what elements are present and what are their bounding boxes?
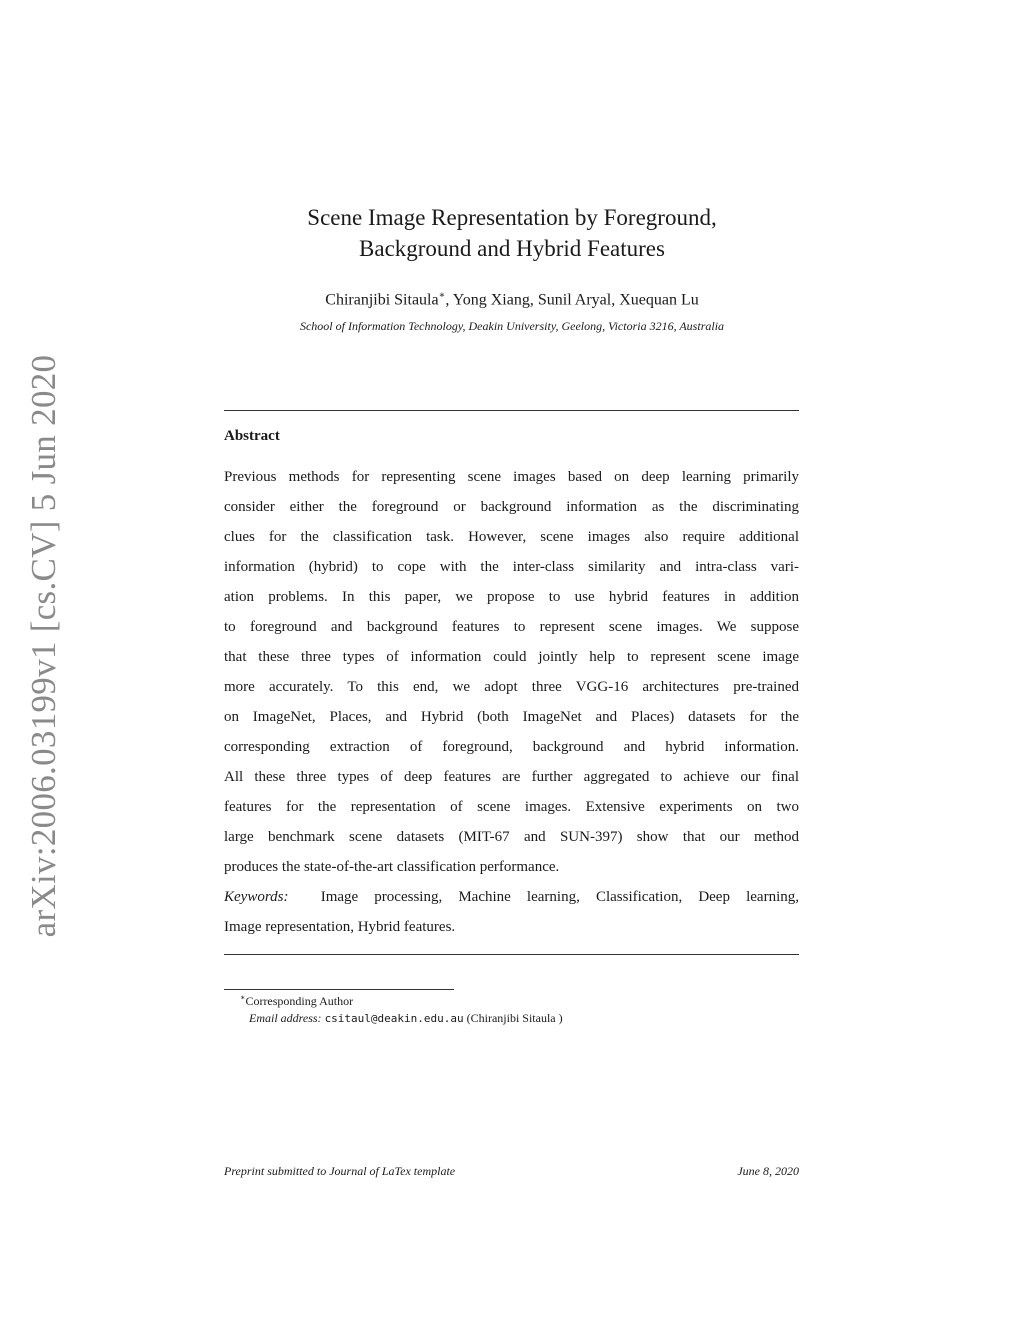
abstract-line: ation problems. In this paper, we propose to use hybrid features in addition [224,589,799,605]
email-address-link[interactable]: csitaul@deakin.edu.au [324,1012,464,1025]
abstract-line: Previous methods for representing scene images based on deep learning primarily [224,469,799,485]
preprint-date: June 8, 2020 [737,1164,799,1178]
abstract-line: consider either the foreground or background information as the discriminating [224,499,799,515]
footnote-corresponding [240,993,353,1009]
corresponding-author-label: Corresponding Author [245,994,354,1008]
abstract-line: features for the representation of scene images. Extensive experiments on two [224,799,799,815]
abstract-line: on ImageNet, Places, and Hybrid (both ImageNet and Places) datasets for the [224,709,799,725]
abstract-line: clues for the classification task. However, scene images also require additional [224,529,799,545]
abstract-line: large benchmark scene datasets (MIT-67 and SUN-397) show that our method [224,829,799,845]
abstract-heading: Abstract [224,428,280,444]
abstract-line: corresponding extraction of foreground, background and hybrid information. [224,739,799,755]
footnote-rule [224,989,454,990]
affiliation: School of Information Technology, Deakin University, Geelong, Victoria 3216, Australia [299,319,725,333]
arxiv-identifier-stamp: arXiv:2006.03199v1 [cs.CV] 5 Jun 2020 [24,354,63,938]
first-author: Chiranjibi Sitaula [325,291,439,309]
author-list [0,290,1024,309]
abstract-line: more accurately. To this end, we adopt three VGG-16 architectures pre-trained [224,679,799,695]
keywords-line-2: Image representation, Hybrid features. [224,919,456,935]
abstract-line: All these three types of deep features are further aggregated to achieve our final [224,769,799,785]
keywords-text: Image processing, Machine learning, Classification, Deep learning, [320,889,799,905]
footnote-mark: ∗ [240,993,246,1002]
email-owner: (Chiranjibi Sitaula ) [466,1011,563,1025]
abstract-line: information (hybrid) to cope with the inter-class similarity and intra-class vari- [224,559,799,575]
abstract-body [224,462,799,942]
abstract-line: to foreground and background features to represent scene images. We suppose [224,619,799,635]
abstract-bottom-rule [224,954,799,955]
abstract-line: produces the state-of-the-art classification performance. [224,859,560,875]
abstract-line: that these three types of information could jointly help to represent scene image [224,649,799,665]
keywords-label: Keywords: [224,889,289,905]
abstract-top-rule [224,410,799,411]
footnote-email [249,1011,563,1026]
title-line-2: Background and Hybrid Features [359,236,665,261]
other-authors: , Yong Xiang, Sunil Aryal, Xuequan Lu [445,291,699,309]
paper-title [0,202,1024,264]
title-line-1: Scene Image Representation by Foreground, [307,205,717,230]
email-label: Email address: [249,1011,322,1025]
corresponding-author-mark: ∗ [438,290,446,301]
keywords-line-1 [224,882,799,912]
preprint-notice: Preprint submitted to Journal of LaTex template [224,1164,456,1178]
